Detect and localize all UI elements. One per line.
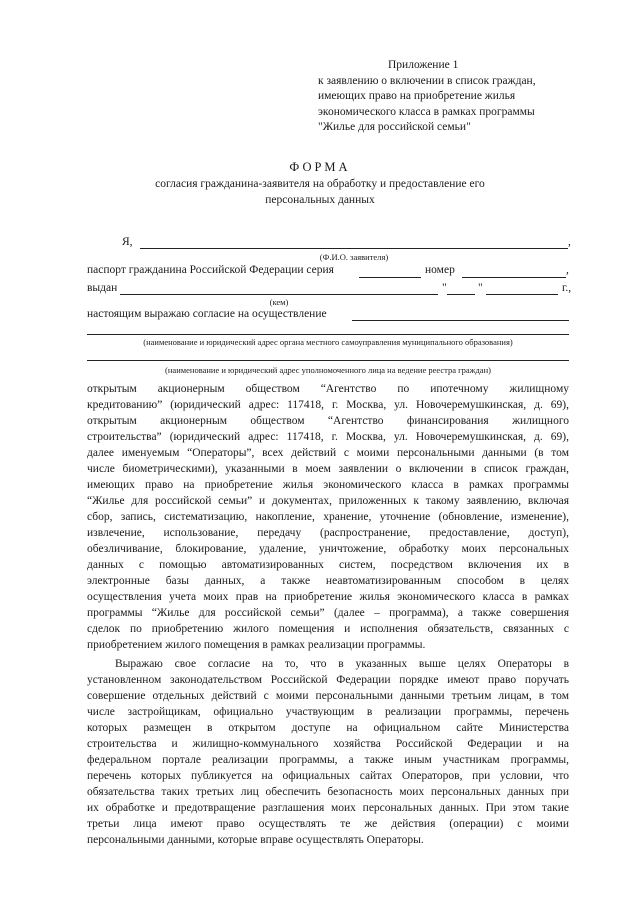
text-line: числе биометрическими), указанными в моем заявлении о включении в список граждан, xyxy=(87,463,569,475)
paragraph-third-parties xyxy=(87,656,569,848)
quote-open: " xyxy=(442,282,447,294)
issue-month-field[interactable] xyxy=(486,294,558,295)
text-line: строительства и жилищно-коммунального хозяйства Российской Федерации и на xyxy=(87,738,569,750)
text-line: кредитованию” (юридический адрес: 117418, г. Москва, ул. Новочеремушкинская, д. 69), xyxy=(87,399,569,411)
consent-body xyxy=(87,381,569,848)
text-line: имеющих право на приобретение жилья экономического класса в рамках программы xyxy=(87,479,569,491)
passport-series-field[interactable] xyxy=(359,277,421,278)
text-line: извлечение, использование, передачу (распространение, предоставление, доступ), xyxy=(87,527,569,539)
text-line: осуществления учета моих прав на приобретение жилья экономического класса в рамках xyxy=(87,591,569,603)
text-line: установленном законодательством Российской Федерации порядке имеют право поручать xyxy=(87,674,569,686)
passport-label: паспорт гражданина Российской Федерации серия xyxy=(87,264,334,276)
municipal-caption: (наименование и юридический адрес органа местного самоуправления муниципального образования) xyxy=(143,337,513,347)
text-line: обезличивание, блокирование, удаление, уничтожение, обработку моих персональных xyxy=(87,543,569,555)
text-line: федеральном портале реализации программы, а также иным участникам программы, xyxy=(87,754,569,766)
text-line: числе застройщикам, официально участвующим в реализации программы, перечень xyxy=(87,706,569,718)
quote-close: " xyxy=(478,282,483,294)
registry-field[interactable] xyxy=(87,360,569,361)
appendix-line: к заявлению о включении в список граждан, xyxy=(318,74,536,87)
text-line: приобретением жилого помещения в рамках реализации программы. xyxy=(87,639,426,651)
i-label: Я, xyxy=(122,236,133,248)
text-line: программы “Жилье для российской семьи” (далее – программа), а также совершения xyxy=(87,607,569,619)
text-line: строительства” (юридический адрес: 117418, г. Москва, ул. Новочеремушкинская, д. 69), xyxy=(87,431,569,443)
municipal-field[interactable] xyxy=(87,334,569,335)
text-line: электронные базы данных, а также неавтоматизированным способом в целях xyxy=(87,575,569,587)
text-line: открытым акционерным обществом “Агентство финансирования жилищного xyxy=(87,415,569,427)
text-line: открытым акционерным обществом “Агентство по ипотечному жилищному xyxy=(87,383,569,395)
appendix-line: Приложение 1 xyxy=(388,59,459,71)
issue-day-field[interactable] xyxy=(447,294,475,295)
fio-comma: , xyxy=(568,236,571,248)
text-line: персональными данными, которые вправе осуществлять Операторы. xyxy=(87,834,424,846)
passport-comma: , xyxy=(566,264,569,276)
fio-field[interactable] xyxy=(140,248,568,249)
appendix-line: экономического класса в рамках программы xyxy=(318,105,535,118)
year-suffix: г., xyxy=(562,282,572,294)
subtitle-line: согласия гражданина-заявителя на обработку и предоставление его xyxy=(155,178,485,190)
text-line: которых размещен в открытом доступе на официальном сайте Министерства xyxy=(87,722,569,734)
text-line: их обработке и предотвращение разглашения моих персональных данных. При этом такие xyxy=(87,802,569,814)
text-line: данных с помощью автоматизированных систем, посредством включения их в xyxy=(87,559,569,571)
text-line: обязательства таких третьих лиц обеспечить безопасность моих персональных данных при xyxy=(87,786,569,798)
consent-field[interactable] xyxy=(352,320,569,321)
form-title: ФОРМА xyxy=(289,160,351,174)
text-line: третьи лица имеют право осуществлять те же действия (операции) с моими xyxy=(87,818,569,830)
text-line: “Жилье для российской семьи” и документах, приложенных к такому заявлению, включая xyxy=(87,495,569,507)
text-line: совершение отдельных действий с моими персональными данными третьим лицам, в том xyxy=(87,690,569,702)
appendix-line: "Жилье для российской семьи" xyxy=(318,121,471,133)
registry-caption: (наименование и юридический адрес уполномоченного лица на ведение реестра граждан) xyxy=(165,365,491,375)
appendix-line: имеющих право на приобретение жилья xyxy=(318,90,516,102)
issuer-field[interactable] xyxy=(120,294,438,295)
text-line: далее именуемым “Операторы”, всех действий с моими персональными данными (в том xyxy=(87,447,569,459)
text-line: сбор, запись, систематизацию, накопление, хранение, уточнение (обновление, изменение), xyxy=(87,511,569,523)
text-line: перечень которых публикуется на официальных сайтах Операторов, при условии, что xyxy=(87,770,569,782)
issuer-caption: (кем) xyxy=(269,297,289,307)
number-label: номер xyxy=(425,264,455,276)
appendix-header xyxy=(318,58,568,136)
paragraph-operators xyxy=(87,381,569,653)
subtitle-line: персональных данных xyxy=(265,193,375,206)
passport-number-field[interactable] xyxy=(462,277,566,278)
consent-label: настоящим выражаю согласие на осуществление xyxy=(87,308,327,320)
text-line: сделок по приобретению жилого помещения и исполнения обязательств, связанных с xyxy=(87,623,569,635)
text-line: Выражаю свое согласие на то, что в указанных выше целях Операторы в xyxy=(115,658,569,670)
fio-caption: (Ф.И.О. заявителя) xyxy=(319,252,389,262)
form-subtitle xyxy=(0,177,640,208)
issued-label: выдан xyxy=(87,282,118,294)
